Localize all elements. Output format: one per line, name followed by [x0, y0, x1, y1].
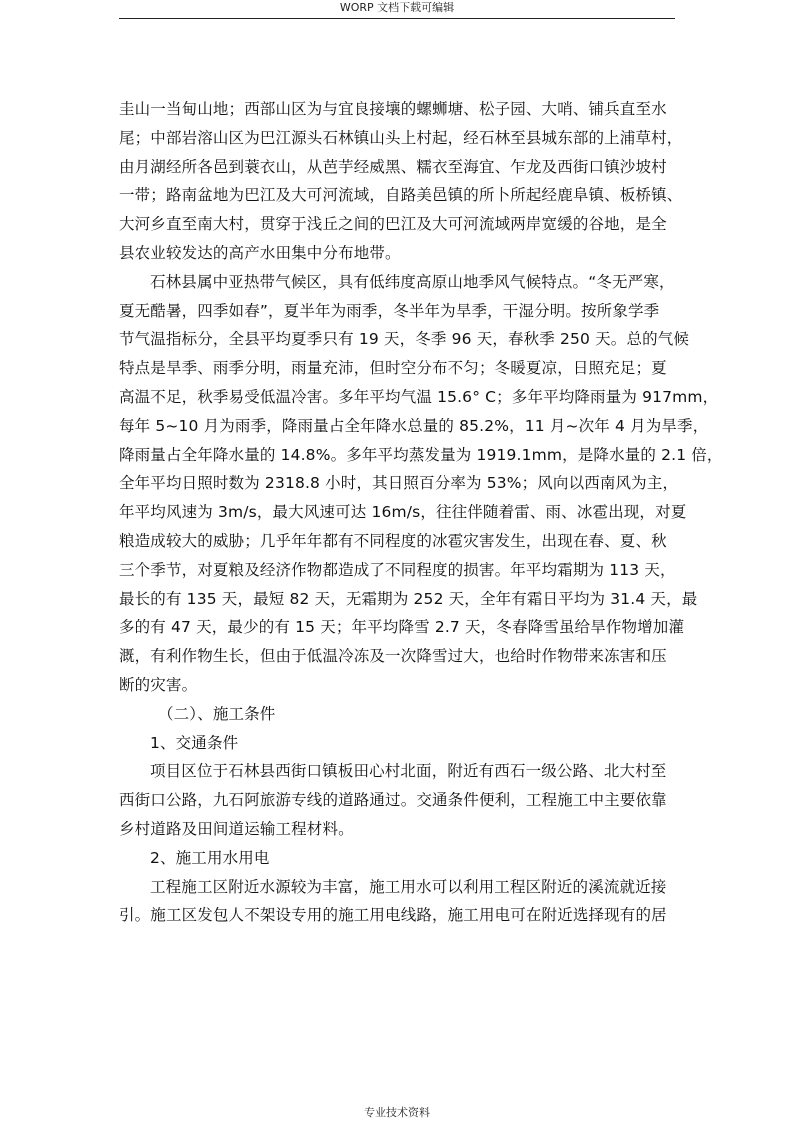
page-footer — [0, 1106, 794, 1120]
text-line: 每年 5~10 月为雨季，降雨量占全年降水总量的 85.2%，11 月~次年 4 月为旱季， — [119, 416, 709, 435]
text-line: 最长的有 135 天，最短 82 天，无霜期为 252 天，全年有霜日平均为 31.4 天，最 — [119, 589, 698, 608]
text-line: 西街口公路，九石阿旅游专线的道路通过。交通条件便利，工程施工中主要依靠 — [119, 791, 667, 810]
text-line: 断的灾害。 — [119, 675, 198, 694]
text-line: 工程施工区附近水源较为丰富，施工用水可以利用工程区附近的溪流就近接 — [150, 877, 667, 896]
text-line: 多的有 47 天，最少的有 15 天；年平均降雪 2.7 天，冬春降雪虽给旱作物增加灌 — [119, 618, 685, 637]
text-line: 特点是旱季、雨季分明，雨量充沛，但时空分布不匀；冬暖夏凉，日照充足；夏 — [119, 359, 667, 378]
text-line: 高温不足，秋季易受低温冷害。多年平均气温 15.6° C；多年平均降雨量为 917mm， — [119, 387, 719, 406]
footer-text: 专业技术资料 — [364, 1106, 430, 1119]
text-line: 三个季节，对夏粮及经济作物都造成了不同程度的损害。年平均霜期为 113 天， — [119, 560, 676, 579]
text-line: 降雨量占全年降水量的 14.8%。多年平均蒸发量为 1919.1mm，是降水量的 2.1 倍， — [119, 445, 723, 464]
text-line: 全年平均日照时数为 2318.8 小时，其日照百分率为 53%；风向以西南风为主， — [119, 474, 679, 493]
document-body — [119, 95, 723, 930]
text-line: 乡村道路及田间道运输工程材料。 — [119, 819, 354, 838]
text-line: 圭山一当甸山地；西部山区为与宜良接壤的螺蛳塘、松子园、大哨、铺兵直至水 — [119, 100, 667, 118]
text-line: 项目区位于石林县西街口镇板田心村北面，附近有西石一级公路、北大村至 — [150, 762, 667, 781]
text-line: 尾；中部岩溶山区为巴江源头石林镇山头上村起，经石林至县城东部的上浦草村， — [119, 128, 683, 147]
text-line: 由月湖经所各邑到蓑衣山，从芭芋经威黑、糯衣至海宜、乍龙及西街口镇沙坡村 — [119, 157, 667, 176]
text-line: 溉，有利作物生长，但由于低温冷冻及一次降雪过大，也给时作物带来冻害和压 — [119, 647, 667, 666]
subsection-heading: 1、交通条件 — [150, 733, 239, 752]
section-heading: （二）、施工条件 — [158, 704, 276, 723]
subsection-heading: 2、施工用水用电 — [150, 848, 270, 867]
text-line: 石林县属中亚热带气候区，具有低纬度高原山地季风气候特点。“冬无严寒， — [150, 272, 675, 291]
page-header — [119, 0, 675, 19]
text-line: 节气温指标分，全县平均夏季只有 19 天，冬季 96 天，春秋季 250 天。总的气候 — [119, 330, 690, 349]
text-line: 一带；路南盆地为巴江及大可河流域，自路美邑镇的所卜所起经鹿阜镇、板桥镇、 — [119, 186, 683, 205]
text-line: 大河乡直至南大村，贯穿于浅丘之间的巴江及大可河流域两岸宽缓的谷地，是全 — [119, 215, 667, 234]
text-line: 粮造成较大的威胁；几乎年年都有不同程度的冰雹灾害发生，出现在春、夏、秋 — [119, 531, 667, 550]
text-line: 夏无酷暑，四季如春”，夏半年为雨季，冬半年为旱季，干湿分明。按所象学季 — [119, 301, 660, 320]
text-line: 县农业较发达的高产水田集中分布地带。 — [119, 243, 401, 262]
text-line: 引。施工区发包人不架设专用的施工用电线路，施工用电可在附近选择现有的居 — [119, 906, 667, 925]
header-text: WORP 文档下载可编辑 — [339, 1, 455, 14]
text-line: 年平均风速为 3m/s，最大风速可达 16m/s，往往伴随着雷、雨、冰雹出现，对夏 — [119, 503, 687, 522]
